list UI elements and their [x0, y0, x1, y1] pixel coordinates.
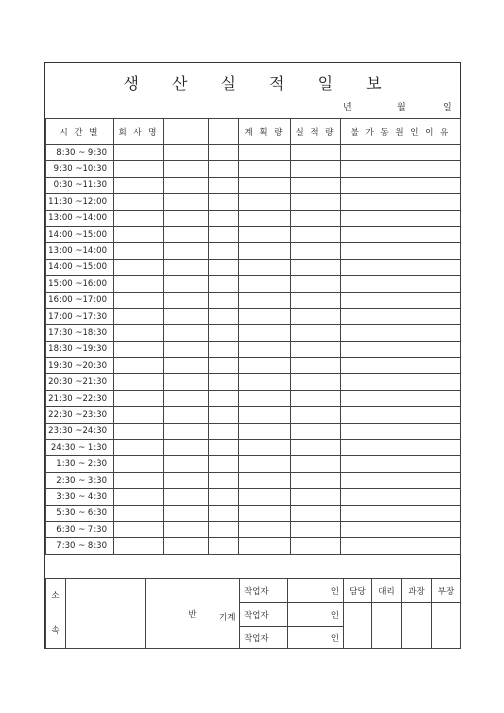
blank-cell [164, 308, 209, 324]
blank-cell [239, 358, 291, 374]
table-row [46, 145, 461, 161]
blank-cell [209, 276, 239, 292]
blank-cell [164, 456, 209, 472]
blank-cell [114, 276, 164, 292]
blank-cell [341, 259, 461, 275]
blank-cell [209, 308, 239, 324]
blank-cell [341, 194, 461, 210]
blank-cell [291, 276, 341, 292]
table-row [46, 308, 461, 324]
blank-cell [291, 243, 341, 259]
table-row [46, 538, 461, 554]
approval-1: 담당 [344, 579, 372, 603]
blank-cell [164, 440, 209, 456]
blank-cell [291, 308, 341, 324]
blank-cell [239, 505, 291, 521]
blank-cell [114, 226, 164, 242]
blank-cell [291, 538, 341, 554]
blank-cell [209, 341, 239, 357]
blank-cell [291, 489, 341, 505]
time-slot: 17:00 ~17:30 [46, 308, 114, 324]
blank-cell [239, 194, 291, 210]
blank-cell [291, 374, 341, 390]
header-cell: 실 적 량 [291, 119, 341, 145]
table-row [46, 489, 461, 505]
date-month-label: 월 [397, 103, 406, 113]
blank-cell [341, 472, 461, 488]
time-slot: 17:30 ~18:30 [46, 325, 114, 341]
blank-cell [209, 374, 239, 390]
time-slot: 15:00 ~16:00 [46, 276, 114, 292]
blank-cell [341, 177, 461, 193]
blank-cell [164, 325, 209, 341]
sign-box-1 [344, 603, 372, 649]
sign-box-3 [402, 603, 432, 649]
header-row [46, 119, 461, 145]
time-slot: 23:30 ~24:30 [46, 423, 114, 439]
blank-cell [209, 489, 239, 505]
blank-cell [209, 177, 239, 193]
blank-cell [291, 505, 341, 521]
time-slot: 6:30 ~ 7:30 [46, 521, 114, 537]
blank-cell [209, 145, 239, 161]
blank-cell [209, 456, 239, 472]
blank-cell [291, 423, 341, 439]
blank-cell [114, 325, 164, 341]
blank-cell [239, 325, 291, 341]
time-slot: 11:30 ~12:00 [46, 194, 114, 210]
blank-cell [239, 472, 291, 488]
header-cell: 회 사 명 [114, 119, 164, 145]
blank-cell [239, 161, 291, 177]
blank-cell [291, 456, 341, 472]
blank-cell [114, 358, 164, 374]
blank-cell [341, 521, 461, 537]
machine-label: 기계 [219, 613, 236, 623]
blank-cell [341, 538, 461, 554]
header-cell: 불 가 동 원 인 이 유 [341, 119, 461, 145]
blank-cell [164, 390, 209, 406]
blank-cell [164, 145, 209, 161]
table-row [46, 259, 461, 275]
blank-cell [164, 292, 209, 308]
blank-cell [164, 407, 209, 423]
table-row [46, 177, 461, 193]
blank-cell [164, 521, 209, 537]
blank-cell [114, 308, 164, 324]
blank-cell [239, 292, 291, 308]
blank-cell [164, 374, 209, 390]
blank-cell [291, 440, 341, 456]
blank-cell [239, 243, 291, 259]
blank-cell [114, 177, 164, 193]
blank-cell [239, 407, 291, 423]
time-slot: 8:30 ~ 9:30 [46, 145, 114, 161]
blank-cell [291, 341, 341, 357]
blank-cell [114, 194, 164, 210]
worker-label-3: 작업자 [240, 627, 288, 649]
blank-cell [164, 489, 209, 505]
department-cell [66, 579, 146, 649]
blank-cell [114, 489, 164, 505]
blank-cell [164, 538, 209, 554]
table-row [46, 161, 461, 177]
blank-cell [291, 259, 341, 275]
table-row [46, 243, 461, 259]
blank-cell [291, 407, 341, 423]
blank-cell [239, 145, 291, 161]
blank-cell [341, 407, 461, 423]
time-slot: 24:30 ~ 1:30 [46, 440, 114, 456]
blank-cell [164, 423, 209, 439]
blank-cell [239, 177, 291, 193]
header-cell: 시 간 별 [46, 119, 114, 145]
blank-cell [114, 423, 164, 439]
time-slot: 16:00 ~17:00 [46, 292, 114, 308]
time-slot: 1:30 ~ 2:30 [46, 456, 114, 472]
table-row [46, 440, 461, 456]
blank-cell [239, 440, 291, 456]
blank-cell [164, 194, 209, 210]
table-row [46, 456, 461, 472]
blank-cell [341, 423, 461, 439]
sok-label: 속 [51, 626, 60, 636]
blank-cell [291, 358, 341, 374]
time-slot: 21:30 ~22:30 [46, 390, 114, 406]
affiliation-cell [46, 579, 66, 649]
table-row [46, 472, 461, 488]
blank-cell [209, 292, 239, 308]
table-row [46, 325, 461, 341]
time-slot: 0:30 ~11:30 [46, 177, 114, 193]
table-row [46, 423, 461, 439]
blank-cell [209, 521, 239, 537]
header-cell [209, 119, 239, 145]
blank-cell [239, 390, 291, 406]
blank-cell [164, 226, 209, 242]
blank-cell [114, 538, 164, 554]
blank-cell [209, 325, 239, 341]
time-slot: 22:30 ~23:30 [46, 407, 114, 423]
approval-2: 대리 [372, 579, 402, 603]
time-slot: 14:00 ~15:00 [46, 226, 114, 242]
time-slot: 13:00 ~14:00 [46, 210, 114, 226]
form-title: 생 산 실 적 일 보 [123, 74, 396, 93]
time-slot: 14:00 ~15:00 [46, 259, 114, 275]
blank-cell [291, 325, 341, 341]
table-row [46, 226, 461, 242]
blank-cell [114, 472, 164, 488]
blank-cell [341, 390, 461, 406]
blank-cell [209, 210, 239, 226]
blank-cell [291, 210, 341, 226]
blank-cell [341, 440, 461, 456]
blank-cell [291, 145, 341, 161]
blank-cell [291, 472, 341, 488]
blank-cell [239, 374, 291, 390]
sign-box-4 [432, 603, 461, 649]
blank-cell [341, 325, 461, 341]
footer-table [45, 578, 461, 649]
blank-cell [209, 194, 239, 210]
table-row [46, 210, 461, 226]
blank-cell [209, 161, 239, 177]
so-label: 소 [51, 591, 60, 601]
table-row [46, 358, 461, 374]
blank-cell [114, 145, 164, 161]
blank-cell [114, 456, 164, 472]
table-row [46, 505, 461, 521]
blank-cell [239, 456, 291, 472]
blank-cell [239, 226, 291, 242]
blank-cell [291, 226, 341, 242]
blank-cell [114, 292, 164, 308]
blank-cell [291, 194, 341, 210]
blank-cell [209, 505, 239, 521]
time-slot: 7:30 ~ 8:30 [46, 538, 114, 554]
blank-cell [209, 538, 239, 554]
blank-cell [164, 161, 209, 177]
blank-cell [209, 472, 239, 488]
blank-cell [164, 472, 209, 488]
blank-cell [164, 358, 209, 374]
blank-cell [239, 210, 291, 226]
blank-cell [341, 226, 461, 242]
blank-cell [164, 276, 209, 292]
blank-cell [341, 456, 461, 472]
blank-cell [239, 276, 291, 292]
blank-cell [291, 390, 341, 406]
blank-cell [114, 505, 164, 521]
worker-label-2: 작업자 [240, 603, 288, 627]
table-row [46, 194, 461, 210]
schedule-table [45, 118, 461, 555]
blank-cell [341, 374, 461, 390]
time-slot: 20:30 ~21:30 [46, 374, 114, 390]
blank-cell [114, 210, 164, 226]
blank-cell [164, 259, 209, 275]
blank-cell [341, 489, 461, 505]
blank-cell [114, 341, 164, 357]
blank-cell [209, 259, 239, 275]
blank-cell [209, 440, 239, 456]
table-row [46, 276, 461, 292]
blank-cell [209, 243, 239, 259]
blank-cell [114, 390, 164, 406]
sign-box-2 [372, 603, 402, 649]
blank-cell [209, 226, 239, 242]
blank-cell [209, 423, 239, 439]
header-cell: 계 획 량 [239, 119, 291, 145]
blank-cell [209, 407, 239, 423]
blank-cell [341, 276, 461, 292]
table-row [46, 374, 461, 390]
worker-seal-1: 인 [288, 579, 344, 603]
worker-seal-2: 인 [288, 603, 344, 627]
blank-cell [114, 259, 164, 275]
blank-cell [239, 423, 291, 439]
blank-cell [341, 292, 461, 308]
blank-cell [341, 505, 461, 521]
blank-cell [164, 341, 209, 357]
date-year-label: 년 [343, 103, 352, 113]
blank-cell [341, 308, 461, 324]
blank-cell [239, 308, 291, 324]
blank-cell [341, 161, 461, 177]
approval-4: 부장 [432, 579, 461, 603]
blank-cell [164, 505, 209, 521]
blank-cell [164, 210, 209, 226]
table-row [46, 292, 461, 308]
date-day-label: 일 [443, 103, 452, 113]
blank-cell [239, 538, 291, 554]
time-slot: 5:30 ~ 6:30 [46, 505, 114, 521]
ban-label: 반 [188, 609, 197, 620]
time-slot: 3:30 ~ 4:30 [46, 489, 114, 505]
blank-cell [114, 521, 164, 537]
time-slot: 18:30 ~19:30 [46, 341, 114, 357]
blank-cell [114, 374, 164, 390]
time-slot: 2:30 ~ 3:30 [46, 472, 114, 488]
blank-cell [114, 243, 164, 259]
table-row [46, 341, 461, 357]
blank-cell [341, 145, 461, 161]
blank-cell [239, 489, 291, 505]
blank-cell [291, 161, 341, 177]
blank-cell [341, 341, 461, 357]
blank-cell [164, 243, 209, 259]
blank-cell [291, 177, 341, 193]
time-slot: 19:30 ~20:30 [46, 358, 114, 374]
blank-cell [239, 521, 291, 537]
blank-cell [114, 440, 164, 456]
blank-cell [239, 341, 291, 357]
table-row [46, 390, 461, 406]
blank-cell [239, 259, 291, 275]
blank-cell [164, 177, 209, 193]
production-report-form [44, 62, 461, 649]
header-cell [164, 119, 209, 145]
time-slot: 9:30 ~10:30 [46, 161, 114, 177]
table-row [46, 407, 461, 423]
approval-3: 과장 [402, 579, 432, 603]
table-row [46, 521, 461, 537]
blank-cell [291, 521, 341, 537]
blank-cell [114, 407, 164, 423]
blank-cell [209, 358, 239, 374]
worker-label-1: 작업자 [240, 579, 288, 603]
time-slot: 13:00 ~14:00 [46, 243, 114, 259]
worker-seal-3: 인 [288, 627, 344, 649]
blank-cell [114, 161, 164, 177]
blank-cell [209, 390, 239, 406]
blank-cell [341, 210, 461, 226]
blank-cell [291, 292, 341, 308]
blank-cell [341, 358, 461, 374]
blank-cell [341, 243, 461, 259]
